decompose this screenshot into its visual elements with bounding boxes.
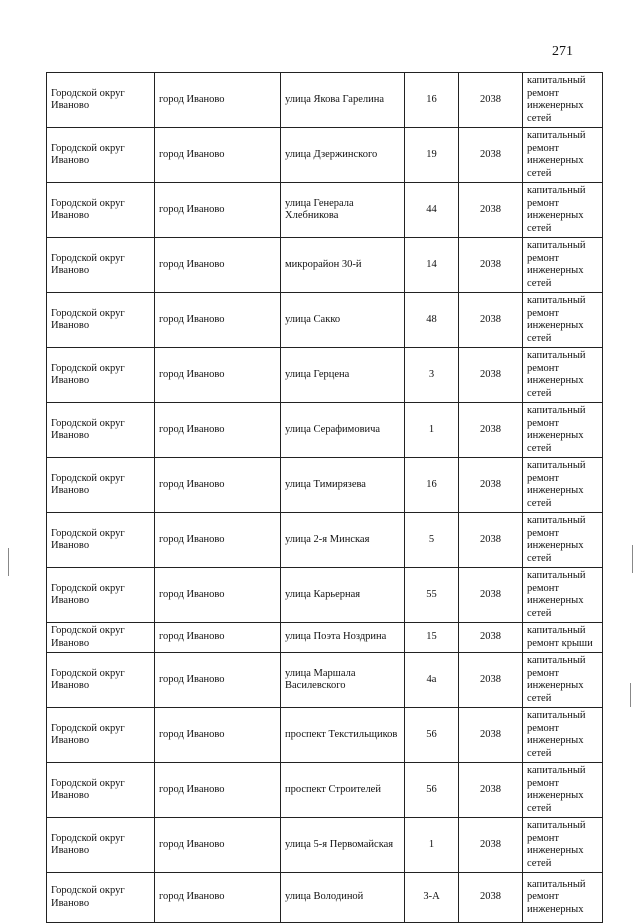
house-number-cell: 19 bbox=[405, 128, 459, 183]
table-row bbox=[47, 653, 603, 708]
work-type-cell: капитальный ремонт инженерных сетей bbox=[523, 818, 603, 873]
street-cell: микрорайон 30-й bbox=[281, 238, 405, 293]
district-cell: Городской округ Иваново bbox=[47, 763, 155, 818]
table-row bbox=[47, 568, 603, 623]
street-cell: улица Серафимовича bbox=[281, 403, 405, 458]
house-number-cell: 14 bbox=[405, 238, 459, 293]
table-body bbox=[47, 73, 603, 923]
district-cell: Городской округ Иваново bbox=[47, 403, 155, 458]
house-number-cell: 3 bbox=[405, 348, 459, 403]
year-cell: 2038 bbox=[459, 458, 523, 513]
city-cell: город Иваново bbox=[155, 568, 281, 623]
year-cell: 2038 bbox=[459, 403, 523, 458]
work-type-cell: капитальный ремонт инженерных сетей bbox=[523, 568, 603, 623]
work-type-cell: капитальный ремонт инженерных сетей bbox=[523, 708, 603, 763]
work-type-cell: капитальный ремонт инженерных сетей bbox=[523, 183, 603, 238]
city-cell: город Иваново bbox=[155, 128, 281, 183]
work-type-cell: капитальный ремонт инженерных сетей bbox=[523, 238, 603, 293]
district-cell: Городской округ Иваново bbox=[47, 183, 155, 238]
table-row bbox=[47, 73, 603, 128]
house-number-cell: 56 bbox=[405, 763, 459, 818]
table-row bbox=[47, 403, 603, 458]
work-type-cell: капитальный ремонт инженерных сетей bbox=[523, 513, 603, 568]
street-cell: проспект Текстильщиков bbox=[281, 708, 405, 763]
work-type-cell: капитальный ремонт инженерных сетей bbox=[523, 653, 603, 708]
year-cell: 2038 bbox=[459, 348, 523, 403]
house-number-cell: 15 bbox=[405, 623, 459, 653]
housing-repair-table bbox=[46, 72, 603, 923]
year-cell: 2038 bbox=[459, 873, 523, 923]
district-cell: Городской округ Иваново bbox=[47, 458, 155, 513]
work-type-cell: капитальный ремонт инженерных сетей bbox=[523, 348, 603, 403]
work-type-cell: капитальный ремонт крыши bbox=[523, 623, 603, 653]
street-cell: улица Маршала Василевского bbox=[281, 653, 405, 708]
district-cell: Городской округ Иваново bbox=[47, 708, 155, 763]
street-cell: улица Поэта Ноздрина bbox=[281, 623, 405, 653]
street-cell: проспект Строителей bbox=[281, 763, 405, 818]
district-cell: Городской округ Иваново bbox=[47, 568, 155, 623]
year-cell: 2038 bbox=[459, 128, 523, 183]
house-number-cell: 1 bbox=[405, 818, 459, 873]
street-cell: улица Дзержинского bbox=[281, 128, 405, 183]
house-number-cell: 16 bbox=[405, 458, 459, 513]
work-type-cell: капитальный ремонт инженерных сетей bbox=[523, 73, 603, 128]
house-number-cell: 48 bbox=[405, 293, 459, 348]
city-cell: город Иваново bbox=[155, 458, 281, 513]
year-cell: 2038 bbox=[459, 73, 523, 128]
street-cell: улица Якова Гарелина bbox=[281, 73, 405, 128]
table-row bbox=[47, 238, 603, 293]
year-cell: 2038 bbox=[459, 293, 523, 348]
work-type-cell: капитальный ремонт инженерных bbox=[523, 873, 603, 923]
year-cell: 2038 bbox=[459, 183, 523, 238]
district-cell: Городской округ Иваново bbox=[47, 513, 155, 568]
house-number-cell: 44 bbox=[405, 183, 459, 238]
district-cell: Городской округ Иваново bbox=[47, 873, 155, 923]
district-cell: Городской округ Иваново bbox=[47, 293, 155, 348]
street-cell: улица Тимирязева bbox=[281, 458, 405, 513]
work-type-cell: капитальный ремонт инженерных сетей bbox=[523, 403, 603, 458]
street-cell: улица 5-я Первомайская bbox=[281, 818, 405, 873]
house-number-cell: 3-А bbox=[405, 873, 459, 923]
house-number-cell: 5 bbox=[405, 513, 459, 568]
district-cell: Городской округ Иваново bbox=[47, 818, 155, 873]
year-cell: 2038 bbox=[459, 568, 523, 623]
work-type-cell: капитальный ремонт инженерных сетей bbox=[523, 763, 603, 818]
city-cell: город Иваново bbox=[155, 708, 281, 763]
scan-edge-mark bbox=[8, 548, 9, 576]
city-cell: город Иваново bbox=[155, 623, 281, 653]
work-type-cell: капитальный ремонт инженерных сетей bbox=[523, 293, 603, 348]
year-cell: 2038 bbox=[459, 763, 523, 818]
city-cell: город Иваново bbox=[155, 653, 281, 708]
year-cell: 2038 bbox=[459, 653, 523, 708]
table-row bbox=[47, 513, 603, 568]
house-number-cell: 1 bbox=[405, 403, 459, 458]
city-cell: город Иваново bbox=[155, 73, 281, 128]
district-cell: Городской округ Иваново bbox=[47, 238, 155, 293]
district-cell: Городской округ Иваново bbox=[47, 348, 155, 403]
district-cell: Городской округ Иваново bbox=[47, 623, 155, 653]
year-cell: 2038 bbox=[459, 818, 523, 873]
page-number: 271 bbox=[552, 44, 573, 59]
table-row bbox=[47, 183, 603, 238]
city-cell: город Иваново bbox=[155, 873, 281, 923]
house-number-cell: 55 bbox=[405, 568, 459, 623]
city-cell: город Иваново bbox=[155, 403, 281, 458]
district-cell: Городской округ Иваново bbox=[47, 128, 155, 183]
house-number-cell: 4а bbox=[405, 653, 459, 708]
city-cell: город Иваново bbox=[155, 818, 281, 873]
table-row bbox=[47, 128, 603, 183]
city-cell: город Иваново bbox=[155, 348, 281, 403]
year-cell: 2038 bbox=[459, 623, 523, 653]
work-type-cell: капитальный ремонт инженерных сетей bbox=[523, 128, 603, 183]
scan-edge-mark bbox=[630, 683, 631, 707]
year-cell: 2038 bbox=[459, 513, 523, 568]
table-row bbox=[47, 623, 603, 653]
city-cell: город Иваново bbox=[155, 293, 281, 348]
street-cell: улица Володиной bbox=[281, 873, 405, 923]
street-cell: улица 2-я Минская bbox=[281, 513, 405, 568]
city-cell: город Иваново bbox=[155, 183, 281, 238]
table-row bbox=[47, 818, 603, 873]
table-row bbox=[47, 873, 603, 923]
city-cell: город Иваново bbox=[155, 513, 281, 568]
district-cell: Городской округ Иваново bbox=[47, 653, 155, 708]
district-cell: Городской округ Иваново bbox=[47, 73, 155, 128]
street-cell: улица Карьерная bbox=[281, 568, 405, 623]
street-cell: улица Сакко bbox=[281, 293, 405, 348]
city-cell: город Иваново bbox=[155, 238, 281, 293]
street-cell: улица Герцена bbox=[281, 348, 405, 403]
table-row bbox=[47, 763, 603, 818]
street-cell: улица Генерала Хлебникова bbox=[281, 183, 405, 238]
scan-edge-mark bbox=[632, 545, 633, 573]
table-row bbox=[47, 458, 603, 513]
house-number-cell: 56 bbox=[405, 708, 459, 763]
house-number-cell: 16 bbox=[405, 73, 459, 128]
work-type-cell: капитальный ремонт инженерных сетей bbox=[523, 458, 603, 513]
city-cell: город Иваново bbox=[155, 763, 281, 818]
year-cell: 2038 bbox=[459, 708, 523, 763]
year-cell: 2038 bbox=[459, 238, 523, 293]
table-row bbox=[47, 708, 603, 763]
table-row bbox=[47, 293, 603, 348]
table-row bbox=[47, 348, 603, 403]
